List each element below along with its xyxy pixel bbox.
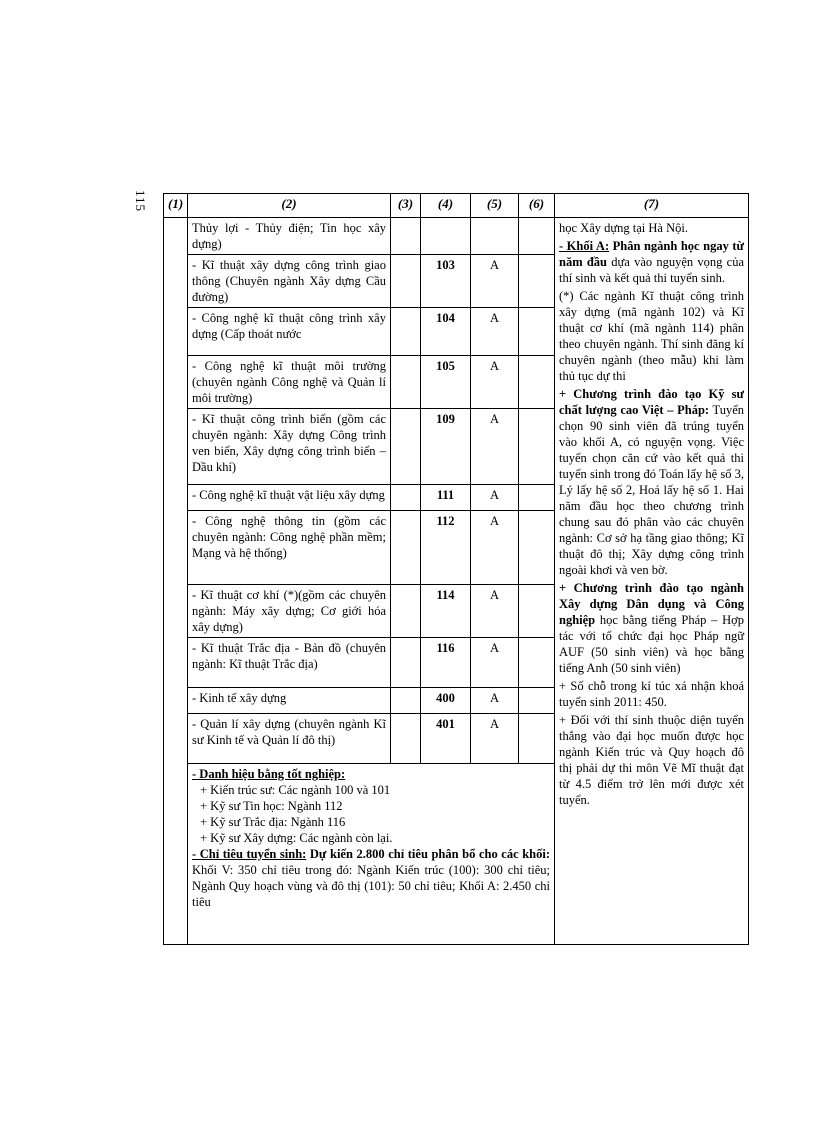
col1-cell bbox=[164, 218, 188, 945]
exam-block: A bbox=[471, 308, 519, 356]
degree-item: + Kỹ sư Xây dựng: Các ngành còn lại. bbox=[200, 831, 393, 845]
note-p4: + Chương trình đào tạo Kỹ sư chất lượng cao Việt – Pháp: Tuyển chọn 90 sinh viên đã trúng tuyển vào khối A, có nguyện vọng. Việc tuyển chọn căn cứ vào kết quả thi tuyển sinh trong đó Toán lấy hệ số 3, Lý lấy hệ số 2, Hoá lấy hệ số 1. Hai năm đầu học theo chương trình chung sau đó phân vào các chuyên ngành: Cơ sở hạ tầng giao thông; Kĩ thuật đô thị; Xây dựng công trình ngoài khơi và ven bờ. bbox=[559, 387, 744, 577]
exam-block: A bbox=[471, 714, 519, 764]
major-code: 400 bbox=[421, 688, 471, 714]
exam-block: A bbox=[471, 638, 519, 688]
exam-block: A bbox=[471, 356, 519, 409]
admissions-table bbox=[163, 193, 749, 945]
table-row bbox=[164, 218, 749, 255]
major-code: 112 bbox=[421, 511, 471, 585]
major-code: 103 bbox=[421, 255, 471, 308]
major-code: 104 bbox=[421, 308, 471, 356]
header-col-7: (7) bbox=[555, 194, 749, 218]
header-col-6: (6) bbox=[519, 194, 555, 218]
quota-text: - Chỉ tiêu tuyển sinh: Dự kiến 2.800 chỉ tiêu phân bổ cho các khối: Khối V: 350 chỉ tiêu trong đó: Ngành Kiến trúc (100): 300 chỉ tiêu; Ngành Quy hoạch vùng và đô thị (101): 50 chỉ tiêu; Khối A: 2.450 chỉ tiêu bbox=[192, 847, 550, 909]
major-name: - Kĩ thuật xây dựng công trình giao thông (Chuyên ngành Xây dựng Cầu đường) bbox=[188, 255, 391, 308]
note-p2: - Khối A: Phân ngành học ngay từ năm đầu dựa vào nguyện vọng của thí sinh và kết quả thi tuyển sinh. bbox=[559, 239, 745, 285]
major-code bbox=[421, 218, 471, 255]
major-name: - Kĩ thuật cơ khí (*)(gồm các chuyên ngành: Máy xây dựng; Cơ giới hóa xây dựng) bbox=[188, 585, 391, 638]
major-code: 116 bbox=[421, 638, 471, 688]
major-name: Thủy lợi - Thủy điện; Tin học xây dựng) bbox=[188, 218, 391, 255]
major-name: - Công nghệ kĩ thuật vật liệu xây dựng bbox=[188, 485, 391, 511]
header-col-3: (3) bbox=[391, 194, 421, 218]
notes-column bbox=[555, 218, 749, 945]
major-name: - Kĩ thuật công trình biển (gồm các chuyên ngành: Xây dựng Công trình ven biển, Xây dựng công trình biển – Dầu khí) bbox=[188, 409, 391, 485]
major-code: 109 bbox=[421, 409, 471, 485]
degree-item: + Kỹ sư Tin học: Ngành 112 bbox=[200, 799, 343, 813]
header-col-5: (5) bbox=[471, 194, 519, 218]
header-col-2: (2) bbox=[188, 194, 391, 218]
major-code: 401 bbox=[421, 714, 471, 764]
header-col-4: (4) bbox=[421, 194, 471, 218]
exam-block: A bbox=[471, 485, 519, 511]
major-name: - Công nghệ thông tin (gồm các chuyên ngành: Công nghệ phần mềm; Mạng và hệ thống) bbox=[188, 511, 391, 585]
major-name: - Công nghệ kĩ thuật công trình xây dựng (Cấp thoát nước bbox=[188, 308, 391, 356]
exam-block: A bbox=[471, 585, 519, 638]
degree-title: - Danh hiệu bằng tốt nghiệp: bbox=[192, 767, 346, 781]
exam-block bbox=[471, 218, 519, 255]
note-p1: học Xây dựng tại Hà Nội. bbox=[559, 221, 688, 235]
degree-note-cell bbox=[188, 764, 555, 945]
major-code: 105 bbox=[421, 356, 471, 409]
exam-block: A bbox=[471, 255, 519, 308]
header-col-1: (1) bbox=[164, 194, 188, 218]
degree-item: + Kiến trúc sư: Các ngành 100 và 101 bbox=[200, 783, 391, 797]
degree-item: + Kỹ sư Trắc địa: Ngành 116 bbox=[200, 815, 346, 829]
page-number: 115 bbox=[133, 190, 148, 213]
note-p5: + Chương trình đào tạo ngành Xây dựng Dân dụng và Công nghiệp học bằng tiếng Pháp – Hợp tác với tổ chức đại học Pháp ngữ AUF (50 sinh viên) và học bằng tiếng Anh (50 sinh viên) bbox=[559, 581, 744, 675]
major-code: 111 bbox=[421, 485, 471, 511]
note-p6: + Số chỗ trong kí túc xá nhận khoá tuyển sinh 2011: 450. bbox=[559, 679, 744, 709]
major-name: - Công nghệ kĩ thuật môi trường (chuyên ngành Công nghệ và Quản lí môi trường) bbox=[188, 356, 391, 409]
major-name: - Kĩ thuật Trắc địa - Bản đồ (chuyên ngành: Kĩ thuật Trắc địa) bbox=[188, 638, 391, 688]
exam-block: A bbox=[471, 409, 519, 485]
exam-block: A bbox=[471, 688, 519, 714]
major-code: 114 bbox=[421, 585, 471, 638]
note-p7: + Đối với thí sinh thuộc diện tuyển thẳng vào đại học muốn được học ngành Kiến trúc và Quy hoạch đô thị phải dự thi môn Vẽ Mĩ thuật đạt từ 4.5 điểm trở lên mới được xét tuyển. bbox=[559, 713, 744, 807]
major-name: - Quản lí xây dựng (chuyên ngành Kĩ sư Kinh tế và Quản lí đô thị) bbox=[188, 714, 391, 764]
exam-block: A bbox=[471, 511, 519, 585]
note-p3: (*) Các ngành Kĩ thuật công trình xây dựng (mã ngành 102) và Kĩ thuật cơ khí (mã ngành 114) phân theo chuyên ngành. Thí sinh đăng kí chuyên ngành (theo mẫu) khi làm thủ tục dự thi bbox=[559, 289, 744, 383]
major-name: - Kinh tế xây dựng bbox=[188, 688, 391, 714]
